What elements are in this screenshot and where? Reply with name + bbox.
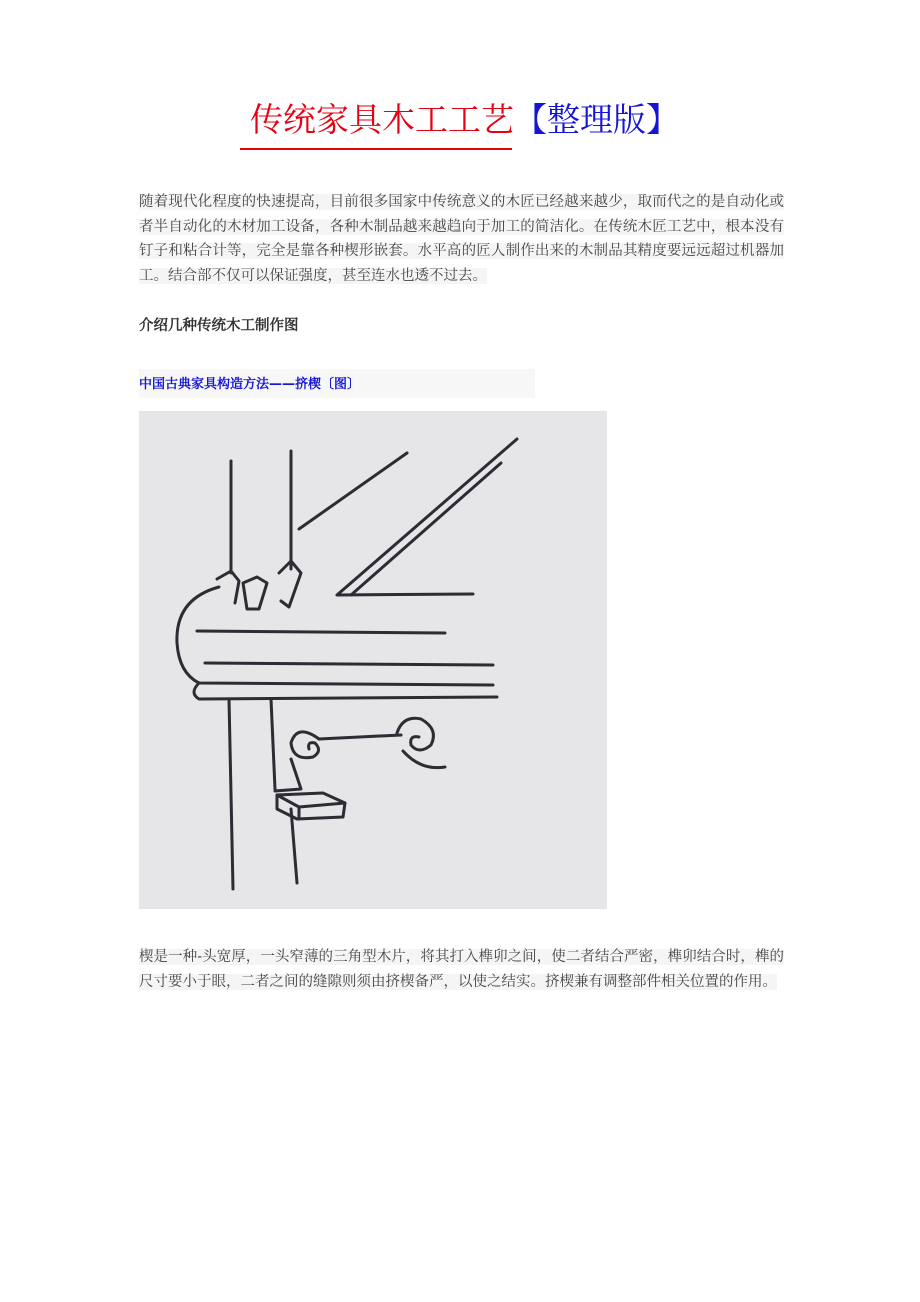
title-edition: 【整理版】 bbox=[514, 100, 679, 139]
description-paragraph bbox=[139, 945, 784, 994]
title-block bbox=[240, 96, 680, 156]
title-main: 传统家具木工工艺 bbox=[250, 100, 514, 139]
figure-link[interactable]: 中国古典家具构造方法——挤楔〔图〕 bbox=[139, 377, 361, 392]
intro-text: 随着现代化程度的快速提高，目前很多国家中传统意义的木匠已经越来越少，取而代之的是自动化或者半自动化的木材加工设备，各种木制品越来越趋向于加工的简洁化。在传统木匠工艺中，根本没有钉子和粘合计等，完全是靠各种楔形嵌套。水平高的匠人制作出来的木制品其精度要远远超过机器加工。结合部不仅可以保证强度，甚至连水也透不过去。 bbox=[139, 194, 784, 284]
section-heading: 介绍几种传统木工制作图 bbox=[139, 318, 299, 334]
wedge-joint-drawing bbox=[139, 411, 607, 909]
intro-paragraph bbox=[139, 190, 784, 288]
page-title bbox=[250, 96, 679, 144]
title-underline bbox=[240, 148, 512, 150]
wedge-joint-illustration bbox=[139, 411, 607, 909]
description-text: 楔是一种-头宽厚，一头窄薄的三角型木片，将其打入榫卯之间，使二者结合严密，榫卯结合时，榫的尺寸要小于眼，二者之间的缝隙则须由挤楔备严，以使之结实。挤楔兼有调整部件相关位置的作用。 bbox=[139, 949, 784, 990]
